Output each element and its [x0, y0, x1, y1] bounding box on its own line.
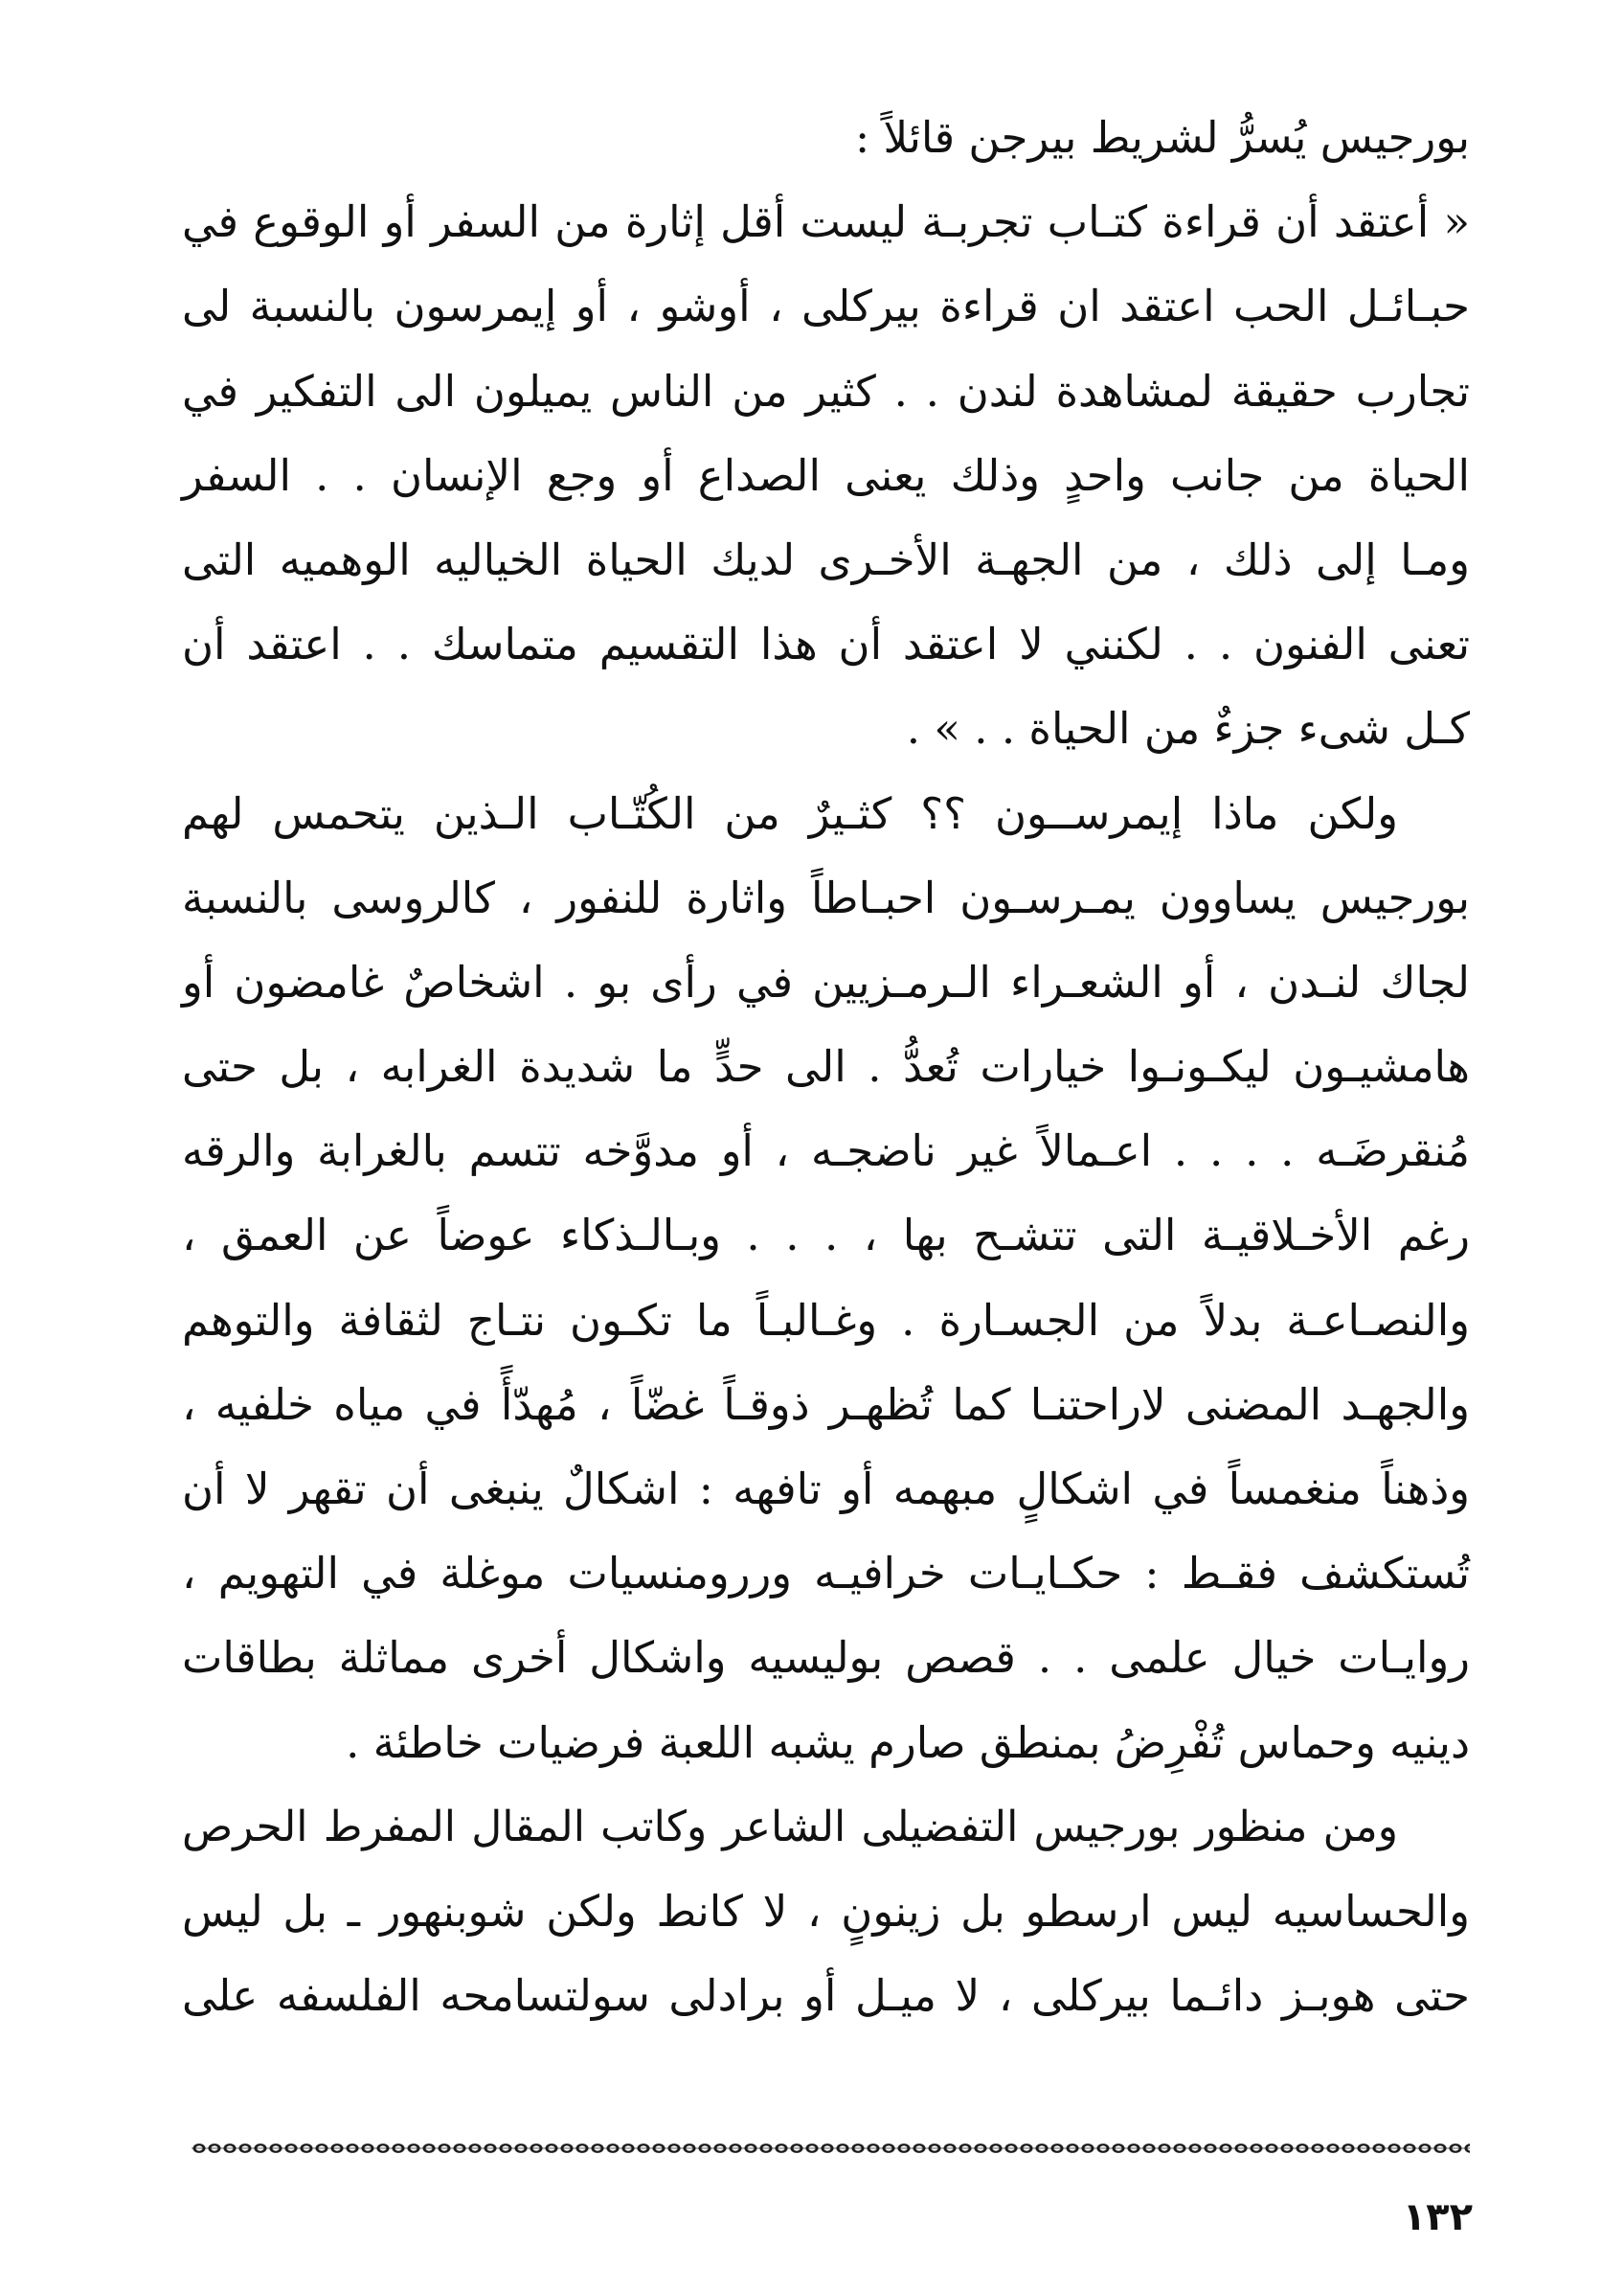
text-line: الحياة من جانب واحدٍ وذلك يعنى الصداع أو وجع الإنسان . . السفر	[182, 449, 1470, 501]
text-line: والنصـاعـة بدلاً من الجسـارة . وغـالبـاً ما تكـون نتـاج لثقافة والتوهم	[182, 1294, 1470, 1346]
text-line: تعنى الفنون . . لكنني لا اعتقد أن هذا التقسيم متماسك . . اعتقد أن	[182, 619, 1470, 670]
text-line: وذهناً منغمساً في اشكالٍ مبهمه أو تافهه : اشكالٌ ينبغى أن تقهر لا أن	[182, 1463, 1470, 1514]
text-line: ولكن ماذا إيمرســون ؟؟ كثـيرٌ من الكُتّـاب الـذين يتحمس لهم	[182, 787, 1398, 839]
text-line: تجارب حقيقة لمشاهدة لندن . . كثير من الناس يميلون الى التفكير في	[182, 365, 1470, 417]
text-line: والحساسيه ليس ارسطو بل زينونٍ ، لا كانط ولكن شوبنهور ـ بل ليس	[182, 1885, 1470, 1937]
body-text	[182, 96, 1470, 2038]
text-line: روايـات خيال علمى . . قصص بوليسيه واشكال أخرى مماثلة بطاقات	[182, 1632, 1470, 1684]
text-line: هامشيـون ليكـونـوا خيارات تُعدُّ . الى حدٍّ ما شديدة الغرابه ، بل حتى	[182, 1041, 1470, 1093]
text-line: مُنقرضَـه . . . . اعـمالاً غير ناضجـه ، أو مدوَّخه تتسم بالغرابة والرقه	[182, 1125, 1470, 1177]
text-line: دينيه وحماس تُفْرِضُ بمنطق صارم يشبه اللعبة فرضيات خاطئة .	[346, 1716, 1470, 1768]
text-line: حتى هوبـز دائـما بيركلى ، لا ميـل أو برادلى سولتسامحه الفلسفه على	[182, 1970, 1470, 2022]
text-line: لجاك لنـدن ، أو الشعـراء الـرمـزيين في رأى بو . اشخاصٌ غامضون أو	[182, 956, 1470, 1008]
text-line: ومن منظور بورجيس التفضيلى الشاعر وكاتب المقال المفرط الحرص	[182, 1802, 1398, 1851]
text-line: ومـا إلى ذلك ، من الجهـة الأخـرى لديك الحياة الخياليه الوهميه التى	[182, 533, 1470, 585]
text-line: والجهـد المضنى لاراحتنـا كما تُظهـر ذوقـاً غضّاً ، مُهدّأً في مياه خلفيه ،	[182, 1378, 1470, 1430]
text-line: رغم الأخـلاقيـة التى تتشـح بها ، . . . وبـالـذكاء عوضاً عن العمق ،	[182, 1210, 1470, 1261]
text-line: بورجيس يساوون يمـرسـون احبـاطاً واثارة للنفور ، كالروسى بالنسبة	[182, 872, 1470, 923]
divider-line	[192, 2147, 1470, 2149]
page-number: ١٣٢	[1402, 2195, 1473, 2239]
text-line: بورجيس يُسرُّ لشريط بيرجن قائلاً :	[855, 112, 1470, 163]
text-line: تُستكشف فقـط : حكـايـات خرافيـه وررومنسيات موغلة في التهويم ،	[182, 1548, 1470, 1599]
text-line: « أعتقد أن قراءة كتـاب تجربـة ليست أقل إثارة من السفر أو الوقوع في	[182, 196, 1470, 248]
text-line: حبـائـل الحب اعتقد ان قراءة بيركلى ، أوشو ، أو إيمرسون بالنسبة لى	[182, 281, 1470, 332]
text-line: كـل شىء جزءٌ من الحياة . . » .	[906, 703, 1470, 755]
